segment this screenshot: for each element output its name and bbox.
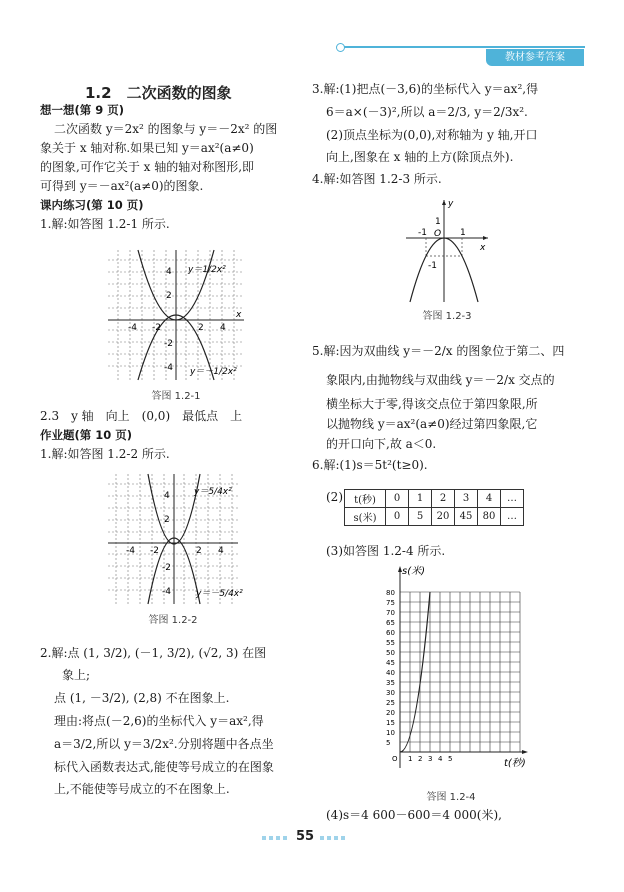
table-cell: 0: [386, 508, 409, 526]
fig3-caption: 答图 1.2-3: [422, 311, 472, 322]
figure-1-2-2: [108, 474, 243, 604]
fig2-caption: 答图 1.2-2: [148, 615, 198, 626]
svg-text:2: 2: [164, 515, 170, 525]
answer-6-2-label: (2): [326, 490, 343, 504]
svg-text:O: O: [434, 229, 442, 239]
y-tick-label: 75: [386, 599, 395, 607]
y-tick-label: 30: [386, 689, 395, 697]
svg-text:2: 2: [198, 323, 204, 333]
fig1-caption: 答图 1.2-1: [151, 391, 201, 402]
fig2-bot-label: y＝－5/4x²: [196, 589, 243, 599]
practice-answer-2: 2.3 y 轴 向上 (0,0) 最低点 上: [40, 409, 243, 423]
y-tick-label: 10: [386, 729, 395, 737]
answer-3-line: 向上,图象在 x 轴的上方(除顶点外).: [326, 150, 514, 164]
fig4-caption: 答图 1.2-4: [426, 792, 476, 803]
footer-dots-right: [320, 836, 348, 840]
svg-text:-4: -4: [164, 363, 173, 373]
table-cell: 3: [455, 490, 478, 508]
footer-dots-left: [262, 836, 290, 840]
table-cell: 45: [455, 508, 478, 526]
y-tick-label: 15: [386, 719, 395, 727]
svg-text:4: 4: [166, 267, 172, 277]
figure-1-2-4: [370, 562, 532, 774]
svg-text:-1: -1: [418, 228, 427, 238]
x-tick-label: 2: [418, 755, 423, 763]
answer-3: 3.解:(1)把点(－3,6)的坐标代入 y＝ax²,得: [312, 82, 539, 96]
svg-text:-4: -4: [128, 323, 137, 333]
y-tick-label: 45: [386, 659, 395, 667]
figure-1-2-3: [404, 198, 490, 304]
think-line: 可得到 y＝－ax²(a≠0)的图象.: [40, 179, 204, 193]
svg-text:-2: -2: [150, 546, 159, 556]
answer-5-line: 以抛物线 y＝ax²(a≠0)经过第四象限,它: [326, 417, 538, 431]
homework-heading: 作业题(第 10 页): [40, 428, 133, 442]
table-cell: 5: [409, 508, 432, 526]
table-cell: 20: [432, 508, 455, 526]
answer-5-line: 横坐标大于零,得该交点位于第四象限,所: [326, 397, 538, 411]
fig2-top-label: y＝5/4x²: [194, 487, 232, 497]
answer-6-4: (4)s＝4 600－600＝4 000(米),: [326, 808, 502, 822]
svg-text:4: 4: [218, 546, 224, 556]
x-tick-label: 5: [448, 755, 453, 763]
y-tick-label: 20: [386, 709, 395, 717]
left-column: [40, 101, 300, 234]
think-line: 的图象,可作它关于 x 轴的轴对称图形,即: [40, 160, 255, 174]
table-cell: 1: [409, 490, 432, 508]
right-column-2: [312, 336, 602, 476]
think-line: 象关于 x 轴对称.如果已知 y＝ax²(a≠0): [40, 141, 254, 155]
practice-answer-1: 1.解:如答图 1.2-1 所示.: [40, 217, 170, 231]
y-tick-label: 65: [386, 619, 395, 627]
svg-text:-4: -4: [126, 546, 135, 556]
svg-text:2: 2: [166, 291, 172, 301]
table-cell: 4: [478, 490, 501, 508]
homework-answer-2-line: 标代入函数表达式,能使等号成立的在图象: [54, 760, 274, 774]
homework-answer-2-line: a＝3/2,所以 y＝3/2x².分别将题中各点坐: [54, 737, 274, 751]
think-line: 二次函数 y＝2x² 的图象与 y＝－2x² 的图: [54, 122, 278, 136]
figure-1-2-1: [108, 250, 244, 380]
svg-text:-1: -1: [428, 261, 437, 271]
homework-answer-2-line: 点 (1, －3/2), (2,8) 不在图象上.: [54, 691, 230, 705]
y-tick-label: 25: [386, 699, 395, 707]
answer-5-line: 象限内,由抛物线与双曲线 y＝－2/x 交点的: [326, 373, 555, 387]
section-title: 1.2 二次函数的图象: [85, 84, 232, 102]
answer-6-3: (3)如答图 1.2-4 所示.: [326, 544, 446, 558]
homework-answer-2-line: 上,不能使等号成立的不在图象上.: [54, 782, 230, 796]
svg-text:-2: -2: [162, 563, 171, 573]
table-cell: 2: [432, 490, 455, 508]
y-tick-label: 35: [386, 679, 395, 687]
header-dot: [336, 43, 345, 52]
answer-3-line: 6＝a×(－3)²,所以 a＝2/3, y＝2/3x².: [326, 105, 528, 119]
svg-text:x: x: [236, 310, 242, 320]
svg-text:2: 2: [196, 546, 202, 556]
svg-text:x: x: [480, 243, 486, 253]
x-tick-label: 1: [408, 755, 413, 763]
left-column-2: [40, 407, 300, 464]
table-row: [345, 490, 524, 508]
y-tick-label: 60: [386, 629, 395, 637]
table-cell: s(米): [345, 508, 386, 526]
fig1-top-label: y＝1/2x²: [188, 265, 226, 275]
svg-text:y: y: [448, 199, 454, 209]
table-row: [345, 508, 524, 526]
table-cell: t(秒): [345, 490, 386, 508]
table-cell: 0: [386, 490, 409, 508]
table-cell: 80: [478, 508, 501, 526]
answer-4: 4.解:如答图 1.2-3 所示.: [312, 172, 442, 186]
y-tick-label: 50: [386, 649, 395, 657]
svg-text:-4: -4: [162, 587, 171, 597]
x-tick-label: 4: [438, 755, 443, 763]
homework-answer-2-line: 象上;: [62, 668, 91, 682]
y-tick-label: 80: [386, 589, 395, 597]
right-column: [312, 78, 602, 190]
svg-text:-2: -2: [164, 339, 173, 349]
time-distance-table: [344, 489, 524, 526]
left-column-3: [40, 642, 305, 800]
homework-answer-2: 2.解:点 (1, 3/2), (－1, 3/2), (√2, 3) 在图: [40, 646, 267, 660]
y-tick-label: 55: [386, 639, 395, 647]
fig4-ylabel: s(米): [402, 566, 426, 577]
answer-6-1: 6.解:(1)s＝5t²(t≥0).: [312, 458, 428, 472]
answer-3-line: (2)顶点坐标为(0,0),对称轴为 y 轴,开口: [326, 128, 538, 142]
answer-5-line: 的开口向下,故 a＜0.: [326, 437, 437, 451]
x-tick-label: O: [392, 755, 398, 763]
homework-answer-1: 1.解:如答图 1.2-2 所示.: [40, 447, 170, 461]
fig4-xlabel: t(秒): [504, 758, 526, 769]
svg-text:-2: -2: [152, 323, 161, 333]
svg-text:4: 4: [164, 491, 170, 501]
header-rule: [340, 46, 585, 48]
answer-5: 5.解:因为双曲线 y＝－2/x 的图象位于第二、四: [312, 344, 565, 358]
fig1-bot-label: y＝－1/2x²: [190, 367, 237, 377]
header-tab: 教材参考答案: [486, 49, 584, 66]
table-cell: …: [501, 490, 524, 508]
think-heading: 想一想(第 9 页): [40, 103, 125, 117]
svg-text:1: 1: [460, 228, 466, 238]
y-tick-label: 5: [386, 739, 391, 747]
page-number: 55: [296, 829, 315, 844]
y-tick-label: 40: [386, 669, 395, 677]
homework-answer-2-line: 理由:将点(－2,6)的坐标代入 y＝ax²,得: [54, 714, 264, 728]
x-tick-label: 3: [428, 755, 433, 763]
y-tick-label: 70: [386, 609, 395, 617]
table-cell: …: [501, 508, 524, 526]
svg-text:1: 1: [435, 217, 441, 227]
svg-text:4: 4: [220, 323, 226, 333]
practice-heading: 课内练习(第 10 页): [40, 198, 144, 212]
